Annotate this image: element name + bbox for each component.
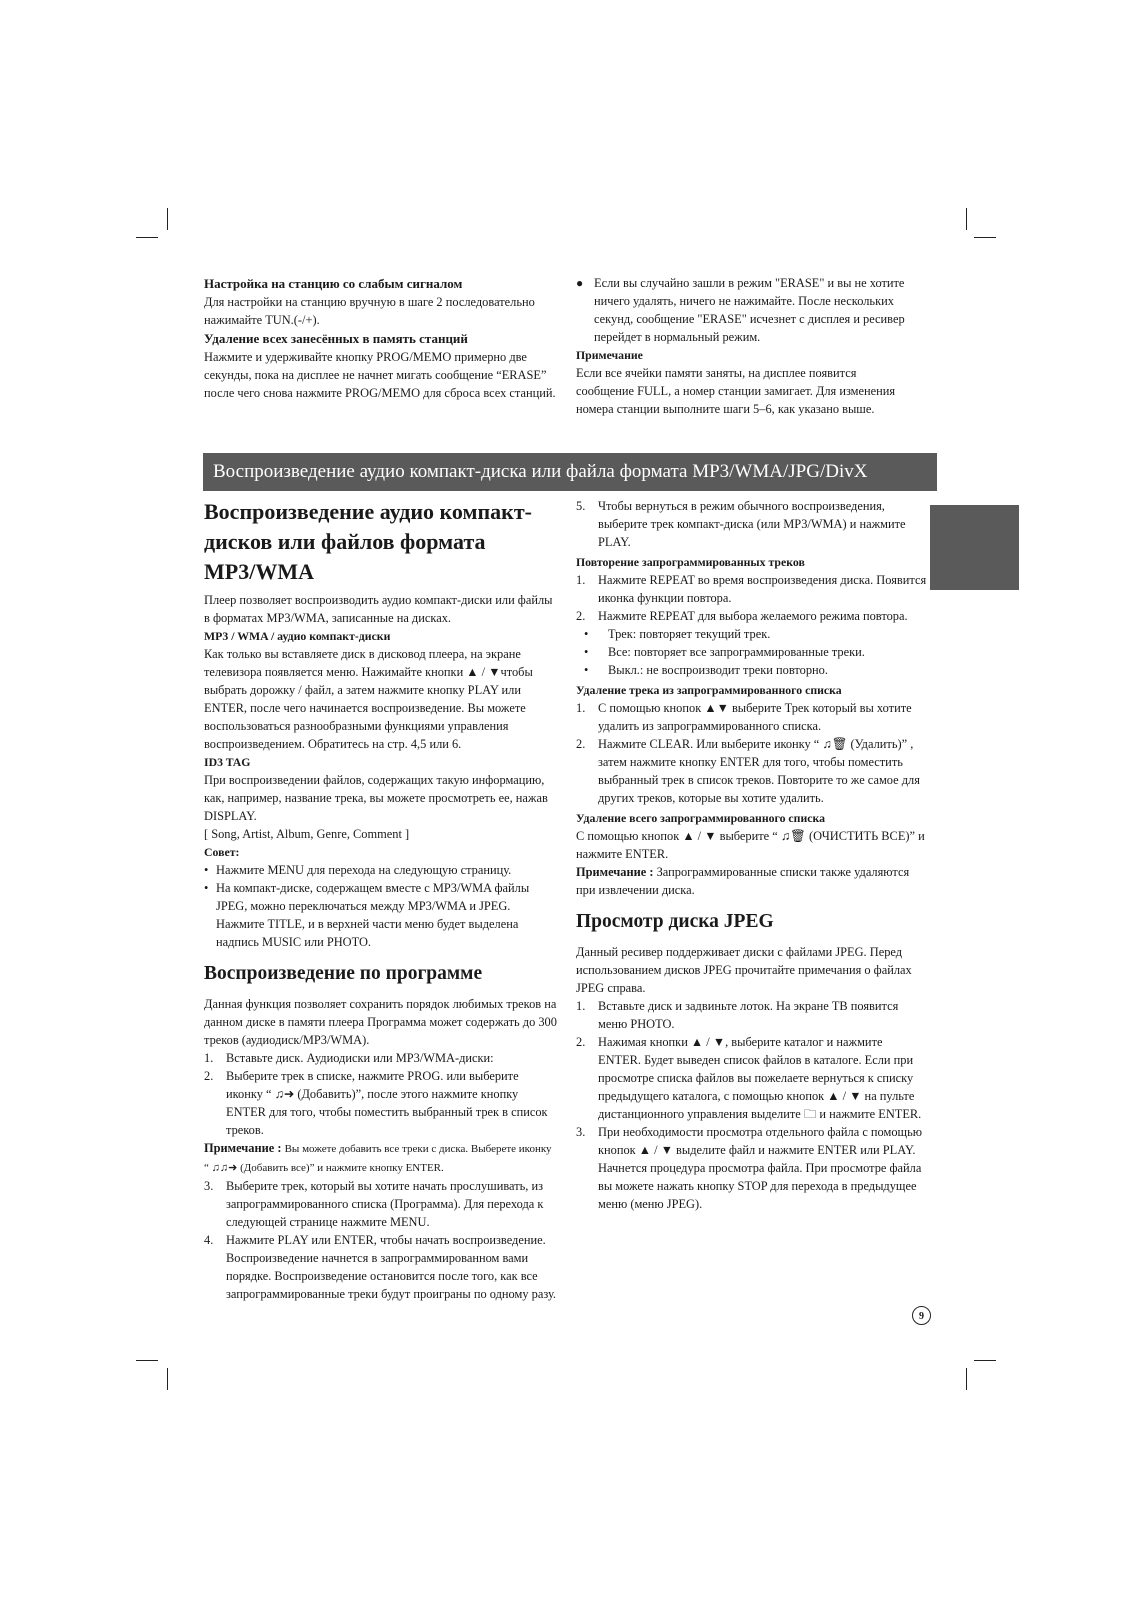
erase-bullet [576,274,912,346]
crop-mark [974,237,996,238]
program-step: 4. Нажмите PLAY или ENTER, чтобы начать воспроизведение. Воспроизведение начнется в запрограммированном вами порядке. Воспроизведение остановится после того, как все запрограммированные треки будут проиграны по одному разу. [204,1233,557,1301]
program-intro: Данная функция позволяет сохранить порядок любимых треков на данном диске в памяти плеера Программа может содержать до 300 треков (аудиодиск/MP3/WMA). [204,997,557,1047]
erase-all-heading: Удаление всех занесённых в память станций [204,331,468,346]
note-label: Примечание [576,348,643,362]
jpeg-step-text: Нажимая кнопки ▲ / ▼, выберите каталог и нажмите ENTER. Будет выведен список файлов в каталоге. Если при просмотре списка файлов вы пожелаете вернуться к списку предыдущего каталога, с помощью кнопок ▲ / ▼ на пульте дистанционного управления выделите 🗀 и нажмите ENTER. [598,1035,922,1121]
repeat-mode-text: Все: повторяет все запрограммированные треки. [608,645,865,659]
repeat-mode-text: Выкл.: не воспроизводит треки повторно. [608,663,828,677]
mp3-section-title: Воспроизведение аудио компакт-дисков или файлов формата MP3/WMA [204,499,532,584]
erase-all-text: Нажмите и удерживайте кнопку PROG/MEMO примерно две секунды, пока на дисплее не начнет мигать сообщение “ERASE” после чего снова нажмите PROG/MEMO для сброса всех станций. [204,350,556,400]
weak-signal-text: Для настройки на станцию вручную в шаге 2 последовательно нажимайте TUN.(-/+). [204,295,535,327]
tip-text: На компакт-диске, содержащем вместе с MP3/WMA файлы JPEG, можно переключаться между MP3/WMA и JPEG. Нажмите TITLE, и в верхней части меню будет выделена надпись MUSIC или PHOTO. [216,881,530,949]
program-title: Воспроизведение по программе [204,963,483,984]
delete-all-heading: Удаление всего запрограммированного списка [576,811,826,825]
program-step-text: Нажмите PLAY или ENTER, чтобы начать воспроизведение. Воспроизведение начнется в запрограммированном вами порядке. Воспроизведение остановится после того, как все запрограммированные треки будут проиграны по одному разу. [226,1233,557,1301]
id3-heading: ID3 TAG [204,755,251,769]
repeat-mode-text: Трек: повторяет текущий трек. [608,627,771,641]
repeat-heading: Повторение запрограммированных треков [576,555,805,569]
right-column [576,497,928,1213]
delete-all-note-text: Запрограммированные списки также удаляются при извлечении диска. [576,865,910,897]
jpeg-step: 2. Нажимая кнопки ▲ / ▼, выберите каталог и нажмите ENTER. Будет выведен список файлов в каталоге. Если при просмотре списка файлов вы пожелаете вернуться к списку предыдущего каталога, с помощью кнопок ▲ / ▼ на пульте дистанционного управления выделите 🗀 и нажмите ENTER. [576,1035,922,1121]
delete-step-text: Нажмите CLEAR. Или выберите иконку “ ♫🗑 (Удалить)” , затем нажмите кнопку ENTER для того, чтобы поместить выбранный трек в список треков. Повторите то же самое для других треков, которые вы хотите удалить. [598,737,920,805]
page-number: 9 [912,1306,931,1325]
delete-step: 2. Нажмите CLEAR. Или выберите иконку “ ♫🗑 (Удалить)” , затем нажмите кнопку ENTER для того, чтобы поместить выбранный трек в список треков. Повторите то же самое для других треков, которые вы хотите удалить. [576,737,920,805]
program-note-text: Вы можете добавить все треки с диска. Выберете иконку “ ♫♫➜ (Добавить все)” и нажмите кнопку ENTER. [204,1143,552,1174]
program-step: 1. Вставьте диск. Аудиодиски или MP3/WMA-диски: [204,1051,494,1065]
id3-fields: [ Song, Artist, Album, Genre, Comment ] [204,827,410,841]
crop-mark [974,1360,996,1361]
mp3-subtext: Как только вы вставляете диск в дисковод плеера, на экране телевизора появляется меню. Нажимайте кнопки ▲ / ▼чтобы выбрать дорожку / файл, а затем нажмите кнопку PLAY или ENTER, после чего начинается воспроизведение. Вы можете воспользоваться разнообразными функциями управления воспроизведением. Обратитесь на стр. 4,5 или 6. [204,647,533,751]
repeat-step: 1. Нажмите REPEAT во время воспроизведения диска. Появится иконка функции повтора. [576,573,927,605]
note-text: Если все ячейки памяти заняты, на дисплее появится сообщение FULL, а номер станции замигает. Для изменения номера станции выполните шаги 5–6, как указано выше. [576,366,896,416]
section-banner: Воспроизведение аудио компакт-диска или файла формата MP3/WMA/JPG/DivX [203,453,937,491]
jpeg-step-text: Вставьте диск и задвиньте лоток. На экране ТВ появится меню PHOTO. [598,999,899,1031]
crop-mark [167,1368,168,1390]
repeat-step-text: Нажмите REPEAT во время воспроизведения диска. Появится иконка функции повтора. [598,573,927,605]
tip-label: Совет: [204,845,240,859]
mp3-intro: Плеер позволяет воспроизводить аудио компакт-диски или файлы в форматах MP3/WMA, записанные на дисках. [204,593,553,625]
tip-item: • Нажмите MENU для перехода на следующую страницу. [204,863,512,877]
language-tab-label: RUSSIAN [911,497,926,557]
repeat-step: 2. Нажмите REPEAT для выбора желаемого режима повтора. [576,609,908,623]
language-tab [911,497,1019,590]
jpeg-step-text: При необходимости просмотра отдельного файла с помощью кнопок ▲ / ▼ выделите файл и нажмите ENTER или PLAY. Начнется процедура просмотра файла. При просмотре файла вы можете нажать кнопку STOP для перехода в предыдущее меню (меню JPEG). [598,1125,923,1211]
program-step: 3. Выберите трек, который вы хотите начать прослушивать, из запрограммированного списка (Программа). Для перехода к следующей странице нажмите MENU. [204,1179,544,1229]
delete-track-heading: Удаление трека из запрограммированного списка [576,683,842,697]
crop-mark [136,237,158,238]
crop-mark [966,1368,967,1390]
crop-mark [136,1360,158,1361]
repeat-mode: • Трек: повторяет текущий трек. [584,627,771,641]
mp3-subheading: MP3 / WMA / аудио компакт-диски [204,629,391,643]
erase-bullet-text: Если вы случайно зашли в режим "ERASE" и вы не хотите ничего удалять, ничего не нажимайте. После нескольких секунд, сообщение "ERASE" исчезнет с дисплея и ресивер перейдет в нормальный режим. [594,276,905,344]
program-note-label: Примечание : [204,1141,282,1155]
delete-all-text: С помощью кнопок ▲ / ▼ выберите “ ♫🗑 (ОЧИСТИТЬ ВСЕ)” и нажмите ENTER. [576,829,925,861]
crop-mark [966,208,967,230]
delete-all-note-label: Примечание : [576,865,654,879]
repeat-mode: • Выкл.: не воспроизводит треки повторно. [584,663,828,677]
program-step-text: Чтобы вернуться в режим обычного воспроизведения, выберите трек компакт-диска (или MP3/WMA) и нажмите PLAY. [598,499,906,549]
program-step-text: Выберите трек в списке, нажмите PROG. или выберите иконку “ ♫➜ (Добавить)”, после этого нажмите кнопку ENTER для того, чтобы поместить выбранный трек в список треков. [226,1069,548,1137]
jpeg-title: Просмотр диска JPEG [576,911,774,932]
tip-item: • На компакт-диске, содержащем вместе с MP3/WMA файлы JPEG, можно переключаться между MP3/WMA и JPEG. Нажмите TITLE, и в верхней части меню будет выделена надпись MUSIC или PHOTO. [204,881,530,949]
repeat-step-text: Нажмите REPEAT для выбора желаемого режима повтора. [598,609,908,623]
delete-all-note [576,863,928,899]
repeat-mode: • Все: повторяет все запрограммированные треки. [584,645,865,659]
program-step: 5. Чтобы вернуться в режим обычного воспроизведения, выберите трек компакт-диска (или MP3/WMA) и нажмите PLAY. [576,499,906,549]
top-left-block [204,274,556,402]
crop-mark [167,208,168,230]
delete-step: 1. С помощью кнопок ▲▼ выберите Трек который вы хотите удалить из запрограммированного списка. [576,701,912,733]
top-right-block [576,274,912,418]
id3-text: При воспроизведении файлов, содержащих такую информацию, как, например, название трека, вы можете просмотреть ее, нажав DISPLAY. [204,773,548,823]
program-step-text: Выберите трек, который вы хотите начать прослушивать, из запрограммированного списка (Программа). Для перехода к следующей странице нажмите MENU. [226,1179,544,1229]
program-note [204,1139,558,1177]
delete-step-text: С помощью кнопок ▲▼ выберите Трек который вы хотите удалить из запрограммированного списка. [598,701,912,733]
program-step-text: Вставьте диск. Аудиодиски или MP3/WMA-диски: [226,1051,494,1065]
left-column [204,497,558,1303]
tip-text: Нажмите MENU для перехода на следующую страницу. [216,863,512,877]
jpeg-step: 3. При необходимости просмотра отдельного файла с помощью кнопок ▲ / ▼ выделите файл и нажмите ENTER или PLAY. Начнется процедура просмотра файла. При просмотре файла вы можете нажать кнопку STOP для перехода в предыдущее меню (меню JPEG). [576,1125,923,1211]
program-step: 2. Выберите трек в списке, нажмите PROG. или выберите иконку “ ♫➜ (Добавить)”, после этого нажмите кнопку ENTER для того, чтобы поместить выбранный трек в список треков. [204,1069,548,1137]
jpeg-intro: Данный ресивер поддерживает диски с файлами JPEG. Перед использованием дисков JPEG прочитайте примечания о файлах JPEG справа. [576,945,912,995]
weak-signal-heading: Настройка на станцию со слабым сигналом [204,276,463,291]
jpeg-step: 1. Вставьте диск и задвиньте лоток. На экране ТВ появится меню PHOTO. [576,999,899,1031]
bullet-dot: ● [576,276,584,290]
